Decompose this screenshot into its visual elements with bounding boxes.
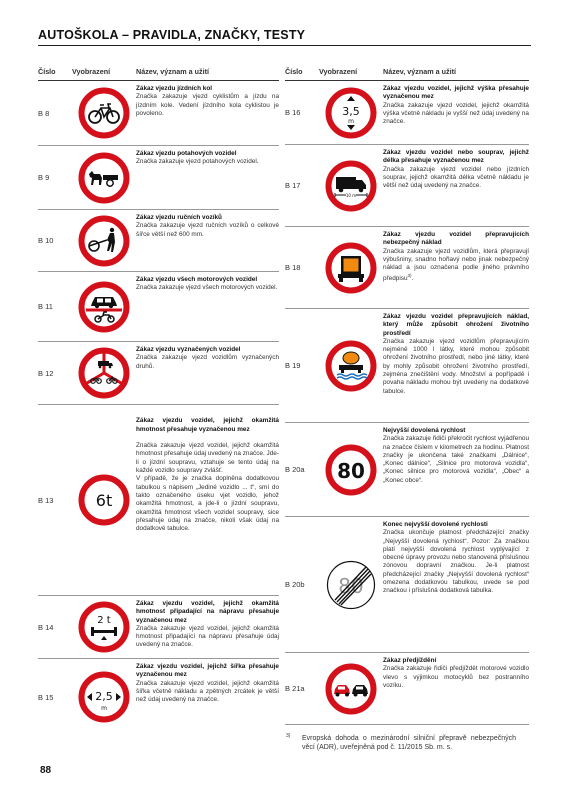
sign-description bbox=[383, 227, 529, 308]
sign-number: B 16 bbox=[285, 108, 301, 117]
sign-number: B 9 bbox=[38, 173, 50, 182]
water-pollution-icon bbox=[325, 340, 377, 392]
sign-image bbox=[319, 517, 383, 652]
sign-image bbox=[72, 342, 136, 404]
header-number: Číslo bbox=[285, 66, 303, 76]
sign-text: Značka zakazuje vjezd vozidel, jejichž okamžitá hmotnost připadající na nápravu přesahuje údaj uvedený na značce. bbox=[136, 624, 279, 649]
speed-limit-icon bbox=[325, 444, 377, 496]
sign-number: B 19 bbox=[285, 361, 301, 370]
sign-text: Značka zakazuje vjezd vozidel, jejichž okamžitá výška včetně nákladu je vyšší než údaj uvedený na značce. bbox=[383, 101, 529, 126]
sign-number: B 20b bbox=[285, 580, 305, 589]
sign-row-b11 bbox=[38, 272, 279, 342]
sign-description bbox=[383, 423, 529, 516]
sign-text: Značka zakazuje vjezd vozidel nebo jízdních souprav, jejichž okamžitá délka včetně nákladu je větší než údaj uvedený na značce. bbox=[383, 165, 529, 190]
sign-image bbox=[319, 423, 383, 516]
sign-description bbox=[136, 596, 279, 658]
header-description: Název, význam a užití bbox=[383, 66, 456, 76]
sign-row-b9 bbox=[38, 146, 279, 210]
sign-title: Zákaz vjezdu vozidel, jejichž šířka přesahuje vyznačenou mez bbox=[136, 663, 279, 679]
sign-text: Značka zakazuje vjezd potahových vozidel. bbox=[136, 158, 259, 166]
sign-title: Konec nejvyšší dovolené rychlosti bbox=[383, 521, 488, 528]
sign-row-b10 bbox=[38, 210, 279, 272]
no-overtaking-icon bbox=[325, 663, 377, 715]
sign-title: Zákaz vjezdu potahových vozidel bbox=[136, 150, 237, 157]
sign-text: Značka zakazuje řidiči překročit rychlost vyjádřenou na značce číslem v kilometrech za hodinu. Platnost značky je ukončena také značkami „Dálnice“, „Konec dálnice“, „Silnice pro motorová vozidla“, „Konec silnice pro motorová vozidla“, „Obec“ a „Konec obce“. bbox=[383, 435, 529, 484]
sign-value: 10 m bbox=[345, 192, 357, 198]
page-header: AUTOŠKOLA – PRAVIDLA, ZNAČKY, TESTY bbox=[38, 28, 306, 42]
sign-image bbox=[72, 596, 136, 658]
sign-image bbox=[72, 659, 136, 735]
sign-description bbox=[136, 210, 279, 271]
sign-number: B 17 bbox=[285, 181, 301, 190]
sign-text-end: . bbox=[411, 275, 414, 283]
sign-description bbox=[136, 146, 279, 209]
right-column bbox=[285, 62, 529, 725]
sign-value: 80 bbox=[338, 573, 364, 598]
sign-row-b20b bbox=[285, 517, 529, 653]
sign-value: 3,5 bbox=[342, 104, 360, 118]
handcart-icon bbox=[78, 215, 130, 267]
sign-number: B 21a bbox=[285, 684, 305, 693]
sign-title: Zákaz vjezdu vozidel přepravujících náklad, který může způsobit ohrožení životního prostředí bbox=[383, 313, 529, 337]
sign-image bbox=[319, 145, 383, 226]
sign-description bbox=[136, 405, 279, 595]
sign-text: Značka zakazuje vjezd vozidlům přepravujícím nejméně 1000 l látky, které mohou způsobit ohrožení životního prostředí, nebo jiné látky, které by mohly způsobit ohrožení životního prostředí, zejména znečištění vody. Množství a popřípadě i povaha nákladu mohou být uvedeny na dodatkové tabulce. bbox=[383, 337, 529, 395]
sign-description bbox=[383, 145, 529, 226]
sign-description bbox=[383, 653, 529, 724]
sign-title: Zákaz předjíždění bbox=[383, 657, 437, 664]
sign-image bbox=[72, 146, 136, 209]
sign-image bbox=[72, 272, 136, 341]
page-number: 88 bbox=[40, 765, 52, 776]
sign-description bbox=[136, 272, 279, 341]
table-header bbox=[38, 62, 279, 81]
sign-text: Značka zakazuje vjezd všech motorových vozidel. bbox=[136, 284, 278, 292]
sign-text: Značka zakazuje vjezd vozidlům vyznačených druhů. bbox=[136, 354, 279, 370]
sign-title: Zákaz vjezdu vozidel, jejichž okamžitá hmotnost připadající na nápravu přesahuje vyznačenou mez bbox=[136, 600, 279, 624]
sign-number: B 15 bbox=[38, 692, 54, 702]
header-description: Název, význam a užití bbox=[136, 66, 209, 76]
sign-value: 6t bbox=[95, 491, 113, 510]
sign-text: Značka zakazuje vjezd vozidlům, která přepravují výbušniny, snadno hořlavý nebo jinak nebezpečný náklad a jsou označena podle jiného právního předpisu bbox=[383, 247, 529, 283]
sign-text: Značka zakazuje řidiči předjíždět motorové vozidlo vlevo s výjimkou motocyklů bez postranního vozíku. bbox=[383, 665, 529, 689]
sign-number: B 8 bbox=[38, 108, 50, 118]
sign-number: B 11 bbox=[38, 302, 53, 311]
sign-title: Zákaz vjezdu vozidel, jejichž výška přesahuje vyznačenou mez bbox=[383, 85, 529, 101]
marked-vehicles-icon bbox=[78, 347, 130, 399]
left-column bbox=[38, 62, 279, 735]
sign-title: Zákaz vjezdu vyznačených vozidel bbox=[136, 346, 241, 353]
sign-title: Zákaz vjezdu vozidel nebo souprav, jejichž délka přesahuje vyznačenou mez bbox=[383, 149, 529, 165]
footnote-ref: 3) bbox=[407, 273, 412, 279]
sign-text: Značka zakazuje vjezd vozidel, jejichž okamžitá šířka včetně nákladu a zpětných zrcátek je větší než údaj uvedený na značce. bbox=[136, 679, 279, 704]
sign-title: Zákaz vjezdu vozidel přepravujících nebezpečný náklad bbox=[383, 231, 529, 247]
sign-title: Zákaz vjezdu jízdních kol bbox=[136, 85, 212, 92]
sign-number: B 13 bbox=[38, 495, 54, 505]
sign-description bbox=[136, 342, 279, 404]
sign-description bbox=[136, 659, 279, 735]
sign-image bbox=[72, 81, 136, 145]
footnote-text: Evropská dohoda o mezinárodní silniční přepravě nebezpečných věcí (ADR), uveřejněná pod č. 11/2015 Sb. m. s. bbox=[302, 735, 516, 751]
sign-number: B 20a bbox=[285, 465, 305, 474]
sign-row-b19 bbox=[285, 309, 529, 423]
sign-number: B 10 bbox=[38, 236, 54, 245]
sign-title: Nejvyšší dovolená rychlost bbox=[383, 427, 466, 434]
sign-number: B 12 bbox=[38, 368, 54, 378]
footnote-mark: 3) bbox=[286, 733, 291, 739]
dangerous-cargo-icon bbox=[325, 242, 377, 294]
sign-image bbox=[72, 405, 136, 595]
length-limit-icon bbox=[325, 160, 377, 212]
sign-image bbox=[319, 309, 383, 422]
bicycle-icon bbox=[78, 87, 130, 139]
sign-description bbox=[383, 517, 529, 652]
sign-text: Značka zakazuje vjezd vozidel, jejichž okamžitá hmotnost přesahuje údaj uvedený na značce. Jde-li o jízdní soupravu, vztahuje se tento údaj na každé vozidlo soupravy zvlášť. V případě, že je značka doplněna dodatkovou tabulkou s nápisem „Jediné vozidlo ... t“, smí do takto označeného úseku vjet vozidlo, jehož okamžitá hmotnost, a jde-li o jízdní soupravu, okamžitá hmotnost všech vozidel soupravy, sice přesahuje údaj na značce, nikoli však údaj na dodatkové tabulce. bbox=[136, 442, 279, 533]
sign-row-b21a bbox=[285, 653, 529, 725]
sign-image bbox=[72, 210, 136, 271]
sign-image bbox=[319, 81, 383, 144]
header-visual: Vyobrazení bbox=[319, 66, 358, 76]
sign-number: B 14 bbox=[38, 622, 54, 632]
sign-row-b12 bbox=[38, 342, 279, 405]
sign-row-b13 bbox=[38, 405, 279, 596]
sign-title: Zákaz vjezdu ručních vozíků bbox=[136, 214, 222, 221]
end-speed-limit-icon bbox=[325, 559, 377, 611]
sign-row-b14 bbox=[38, 596, 279, 659]
width-limit-icon bbox=[78, 671, 130, 723]
sign-description bbox=[383, 81, 529, 144]
sign-text: Značka ukončuje platnost předcházející značky „Nejvyšší dovolená rychlost“. Pozor: Za značkou platí nejvyšší dovolená rychlost vyplývající z obecné úpravy provozu nebo stanovená příslušnou zónovou dopravní značkou. Je-li platnost předcházející značky „Nejvyšší dovolená rychlost“ omezena dodatkovou tabulkou, uvede se pod značkou i příslušná dodatková tabulka. bbox=[383, 529, 529, 595]
header-number: Číslo bbox=[38, 66, 56, 76]
sign-value: 80 bbox=[337, 458, 365, 483]
sign-row-b17 bbox=[285, 145, 529, 227]
sign-row-b20a bbox=[285, 423, 529, 517]
horse-cart-icon bbox=[78, 152, 130, 204]
sign-number: B 18 bbox=[285, 263, 301, 272]
sign-value: 2,5 bbox=[95, 690, 113, 703]
sign-row-b8 bbox=[38, 81, 279, 146]
car-motorcycle-icon bbox=[78, 281, 130, 333]
sign-text: Značka zakazuje vjezd ručních vozíků o celkové šířce větší než 600 mm. bbox=[136, 222, 279, 238]
footnote bbox=[286, 734, 516, 752]
sign-row-b16 bbox=[285, 81, 529, 145]
sign-title: Zákaz vjezdu všech motorových vozidel bbox=[136, 276, 258, 283]
weight-limit-icon bbox=[78, 474, 130, 526]
sign-text: Značka zakazuje vjezd cyklistům a jízdu na jízdním kole. Vedení jízdního kola cyklistou je povoleno. bbox=[136, 93, 279, 117]
height-limit-icon bbox=[325, 87, 377, 139]
header-visual: Vyobrazení bbox=[72, 66, 111, 76]
axle-weight-icon bbox=[78, 601, 130, 653]
table-header bbox=[285, 62, 529, 81]
sign-description bbox=[136, 81, 279, 145]
sign-image bbox=[319, 227, 383, 308]
sign-value: 2 t bbox=[97, 615, 111, 626]
sign-row-b15 bbox=[38, 659, 279, 735]
sign-title: Zákaz vjezdu vozidel, jejichž okamžitá hmotnost přesahuje vyznačenou mez bbox=[136, 417, 279, 433]
header-rule bbox=[38, 45, 531, 46]
sign-unit: m bbox=[348, 117, 354, 125]
sign-row-b18 bbox=[285, 227, 529, 309]
sign-description bbox=[383, 309, 529, 422]
sign-image bbox=[319, 653, 383, 724]
sign-unit: m bbox=[101, 705, 107, 712]
